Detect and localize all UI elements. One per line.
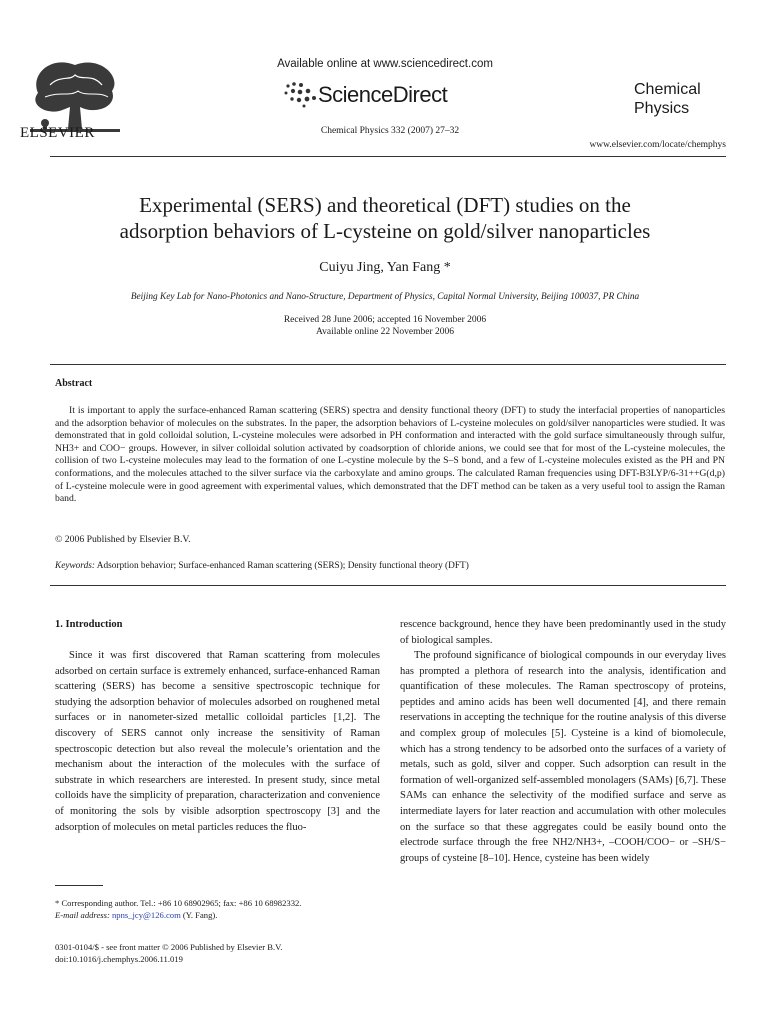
journal-citation: Chemical Physics 332 (2007) 27–32 bbox=[320, 126, 460, 136]
title-divider bbox=[50, 364, 726, 365]
intro-column-2-continuation: rescence background, hence they have been predominantly used in the study of biological samples. bbox=[400, 619, 726, 646]
journal-name-line1: Chemical bbox=[634, 81, 701, 98]
sciencedirect-dots-icon bbox=[282, 80, 322, 108]
keywords-list: Adsorption behavior; Surface-enhanced Raman scattering (SERS); Density functional theory (DFT) bbox=[96, 561, 469, 571]
abstract-body: It is important to apply the surface-enhanced Raman scattering (SERS) spectra and density functional theory (DFT) to study the interfacial properties of nanoparticles and the adsorption behavior of molecules on the substrates. In the paper, the adsorption behaviors of L-cysteine molecules on gold/silver nanoparticles were studied. It was demonstrated that in gold colloidal solution, L-cysteine molecules were adsorbed in PH conformation and interacted with the gold surface simultaneously through sulfur, NH3+ and COO− groups. However, in silver colloidal solution activated by coadsorption of chloride anions, we could see that for most of the L-cysteine molecules, the collision of two L-cysteine molecules may lead to the formation of one L-cystine molecule by the S–S bond, and a few of L-cysteine molecules existed as the PH and PN conformations, and the molecules attached to the silver surface via the carboxylate and amino groups. The calculated Raman frequencies using DFT-B3LYP/6-31++G(d,p) of L-cysteine molecule were in good agreement with experimental values, which demonstrated that the DFT method can be taken as a very useful tool to assign the Raman band. bbox=[55, 405, 725, 505]
email-suffix: (Y. Fang). bbox=[182, 910, 218, 920]
intro-column-1: Since it was first discovered that Raman scattering from molecules adsorbed on certain surface is extremely enhanced, surface-enhanced Raman scattering (SERS) has become a sensitive spectroscopic technique for studying the adsorption behavior of molecules adsorbed on roughened metal surfaces or in nanometer-sized metallic colloidal particles [1,2]. The discovery of SERS cannot only increase the sensitivity of Raman spectroscopic detection but also reveal the molecule’s orientation and the mechanism about the interaction of the molecules with the surface of substrate in which researchers are interested. In present study, since metal colloids have the simplicity of preparation, characterization and convenience of monitoring the sols by visible adsorption spectroscopy [3] and the adsorption of molecules on metal particles reduces the fluo- bbox=[55, 650, 380, 833]
header-divider bbox=[50, 156, 726, 157]
keywords-label: Keywords: bbox=[55, 561, 95, 571]
article-dates bbox=[60, 314, 710, 338]
email-label: E-mail address: bbox=[55, 910, 110, 920]
journal-name-line2: Physics bbox=[634, 100, 690, 117]
journal-name bbox=[634, 80, 701, 118]
issn-doi bbox=[55, 941, 385, 965]
journal-url[interactable]: www.elsevier.com/locate/chemphys bbox=[589, 140, 726, 150]
intro-column-2-paragraph: The profound significance of biological compounds in our everyday lives has prompted a plethora of research into the analysis, identification and quantification of these molecules. The Raman spectroscopy of proteins, peptides and amino acids has been well documented [4], and there remain reservations in accepting the technique for the routine analysis of this diverse and complex group of molecules [5]. Cysteine is a kind of biomolecule, which has a strong tendency to be adsorbed onto the surfaces of a variety of metals, such as gold, silver and copper. Such adsorption can result in the formation of well-organized self-assembled monolagers (SAMs) [6,7]. These SAMs can enhance the selectivity of the modified surface and serve as intermediate layers for later reaction and accumulation with other molecules on the surface so that these aggregates could be easily bound onto the electrode surface through the free NH2/NH3+, –COOH/COO− or –SH/S− groups of cysteine [8–10]. Hence, cysteine has been widely bbox=[400, 650, 726, 864]
received-date: Received 28 June 2006; accepted 16 November 2006 bbox=[283, 315, 487, 325]
available-date: Available online 22 November 2006 bbox=[315, 327, 455, 337]
affiliation: Beijing Key Lab for Nano-Photonics and Nano-Structure, Department of Physics, Capital Normal University, Beijing 100037, PR China bbox=[130, 292, 640, 302]
keywords-divider bbox=[50, 585, 726, 586]
sciencedirect-wordmark: ScienceDirect bbox=[318, 82, 448, 107]
footnote bbox=[55, 897, 385, 921]
section-heading-introduction: 1. Introduction bbox=[55, 619, 123, 630]
corresponding-author: * Corresponding author. Tel.: +86 10 68902965; fax: +86 10 68982332. bbox=[55, 898, 302, 908]
issn-line: 0301-0104/$ - see front matter © 2006 Published by Elsevier B.V. bbox=[55, 942, 283, 952]
email-link[interactable]: npns_jcy@126.com bbox=[111, 910, 181, 920]
abstract-copyright: © 2006 Published by Elsevier B.V. bbox=[55, 534, 191, 545]
available-online-line[interactable]: Available online at www.sciencedirect.com bbox=[277, 58, 493, 70]
authors[interactable]: Cuiyu Jing, Yan Fang * bbox=[319, 260, 451, 275]
keywords bbox=[55, 561, 725, 571]
title-line1: Experimental (SERS) and theoretical (DFT) studies on the bbox=[139, 193, 631, 217]
publisher-wordmark: ELSEVIER bbox=[20, 125, 95, 141]
doi-line[interactable]: doi:10.1016/j.chemphys.2006.11.019 bbox=[55, 954, 183, 964]
title-line2: adsorption behaviors of L-cysteine on gold/silver nanoparticles bbox=[119, 219, 651, 243]
abstract-heading: Abstract bbox=[55, 378, 93, 389]
email-line bbox=[55, 909, 385, 921]
article-title bbox=[60, 192, 710, 244]
footnote-divider bbox=[55, 885, 103, 886]
